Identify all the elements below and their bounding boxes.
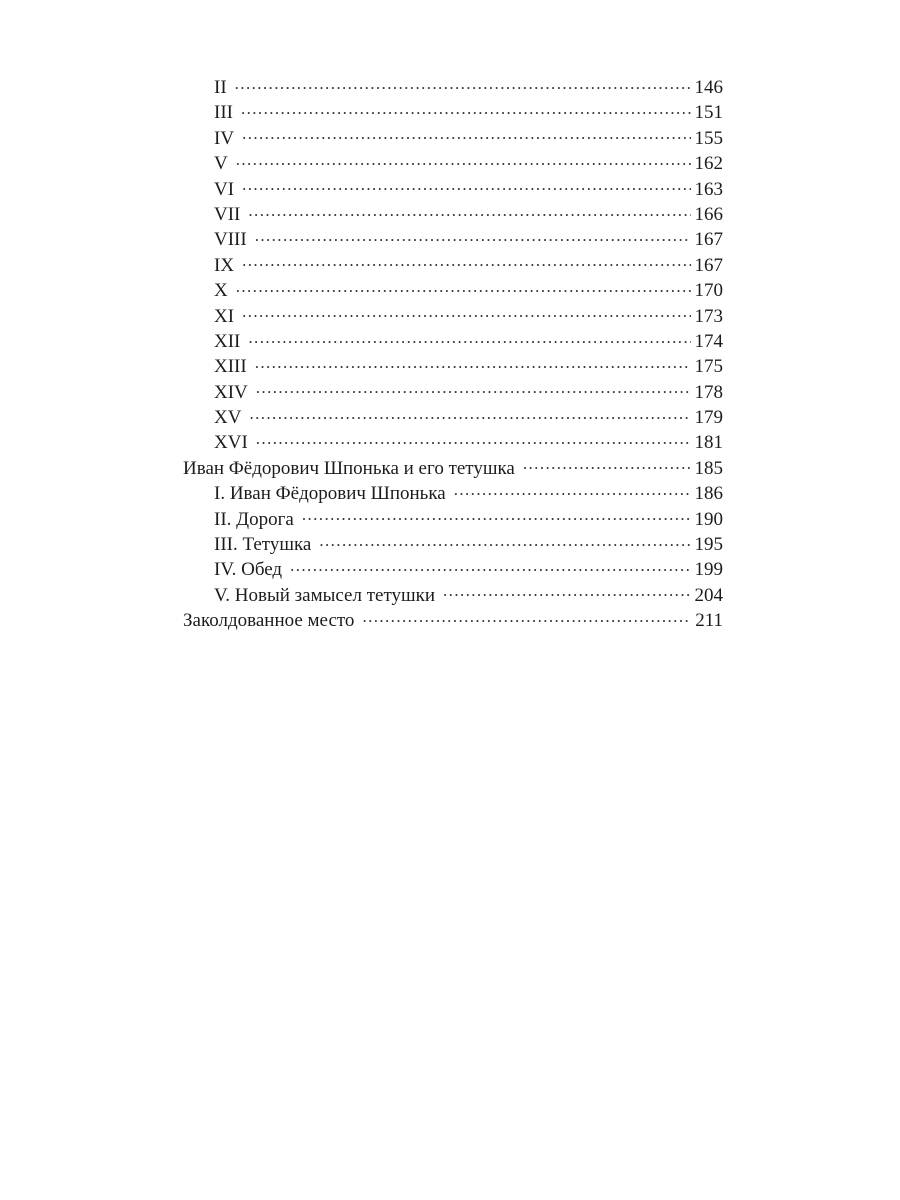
toc-entry-title: XIII [214, 356, 247, 378]
toc-entry-title: V. Новый замысел тетушки [214, 584, 436, 606]
toc-entry[interactable] [183, 201, 723, 226]
toc-entry-page-number: 195 [694, 534, 723, 556]
toc-entry-page-number: 211 [695, 610, 723, 632]
toc-entry-page-number: 155 [694, 127, 723, 149]
toc-entry[interactable] [183, 556, 723, 581]
toc-dot-leader [235, 74, 691, 93]
toc-entry[interactable] [183, 328, 723, 353]
toc-entry-page-number: 170 [694, 280, 723, 302]
toc-entry-page-number: 167 [694, 229, 723, 251]
toc-entry[interactable] [183, 404, 723, 429]
toc-entry-title: IX [214, 254, 235, 276]
toc-entry-title: VIII [214, 229, 247, 251]
toc-entry-title: V [214, 153, 228, 175]
toc-entry-page-number: 174 [694, 330, 723, 352]
toc-entry-title: III [214, 102, 233, 124]
toc-entry-title: XV [214, 407, 242, 429]
toc-entry-title: I. Иван Фёдорович Шпонька [214, 483, 446, 505]
toc-entry-title: VII [214, 203, 241, 225]
toc-entry[interactable] [183, 607, 723, 632]
toc-dot-leader [249, 404, 690, 423]
toc-entry-page-number: 166 [694, 203, 723, 225]
toc-entry-title: VI [214, 178, 235, 200]
toc-entry[interactable] [183, 74, 723, 99]
toc-entry[interactable] [183, 353, 723, 378]
toc-entry[interactable] [183, 226, 723, 251]
toc-entry[interactable] [183, 531, 723, 556]
toc-entry-title: XVI [214, 432, 248, 454]
toc-dot-leader [248, 201, 690, 220]
toc-entry-page-number: 146 [694, 77, 723, 98]
toc-dot-leader [290, 556, 690, 575]
toc-entry-title: II [214, 77, 227, 98]
toc-dot-leader [236, 277, 691, 296]
toc-entry-title: IV [214, 127, 235, 149]
toc-entry[interactable] [183, 176, 723, 201]
toc-dot-leader [242, 303, 690, 322]
toc-dot-leader [248, 328, 690, 347]
toc-entry[interactable] [183, 99, 723, 124]
toc-entry[interactable] [183, 455, 723, 480]
toc-dot-leader [302, 506, 691, 525]
toc-entry[interactable] [183, 506, 723, 531]
toc-dot-leader [256, 379, 691, 398]
toc-dot-leader [443, 582, 690, 601]
toc-dot-leader [242, 176, 690, 195]
toc-entry-page-number: 162 [694, 153, 723, 175]
toc-dot-leader [255, 226, 691, 245]
toc-entry[interactable] [183, 125, 723, 150]
toc-entry-title: XI [214, 305, 235, 327]
toc-dot-leader [256, 429, 691, 448]
toc-entry-title: Иван Фёдорович Шпонька и его тетушка [183, 457, 515, 479]
toc-entry-page-number: 199 [694, 559, 723, 581]
toc-entry-page-number: 173 [694, 305, 723, 327]
toc-entry-title: II. Дорога [214, 508, 294, 530]
toc-entry-page-number: 151 [694, 102, 723, 124]
toc-dot-leader [255, 353, 691, 372]
toc-entry-page-number: 190 [694, 508, 723, 530]
toc-entry-page-number: 175 [694, 356, 723, 378]
toc-entry[interactable] [183, 303, 723, 328]
toc-entry-title: XII [214, 330, 241, 352]
toc-dot-leader [242, 252, 690, 271]
toc-entry[interactable] [183, 429, 723, 454]
toc-entry-page-number: 185 [694, 457, 723, 479]
toc-entry-title: X [214, 280, 228, 302]
toc-entry[interactable] [183, 252, 723, 277]
table-of-contents [183, 74, 723, 633]
toc-entry[interactable] [183, 150, 723, 175]
toc-entry-page-number: 186 [694, 483, 723, 505]
toc-entry[interactable] [183, 582, 723, 607]
toc-entry[interactable] [183, 480, 723, 505]
toc-dot-leader [242, 125, 690, 144]
toc-entry-title: XIV [214, 381, 248, 403]
toc-entry[interactable] [183, 277, 723, 302]
toc-dot-leader [362, 607, 691, 626]
toc-entry-title: IV. Обед [214, 559, 283, 581]
toc-dot-leader [523, 455, 691, 474]
toc-entry-page-number: 178 [694, 381, 723, 403]
toc-entry-title: III. Тетушка [214, 534, 312, 556]
toc-dot-leader [454, 480, 691, 499]
toc-entry-page-number: 179 [694, 407, 723, 429]
toc-dot-leader [241, 99, 691, 118]
toc-dot-leader [236, 150, 691, 169]
toc-entry-page-number: 163 [694, 178, 723, 200]
toc-entry-page-number: 204 [694, 584, 723, 606]
toc-entry[interactable] [183, 379, 723, 404]
toc-entry-title: Заколдованное место [183, 610, 355, 632]
toc-entry-page-number: 167 [694, 254, 723, 276]
toc-dot-leader [319, 531, 690, 550]
toc-entry-page-number: 181 [694, 432, 723, 454]
